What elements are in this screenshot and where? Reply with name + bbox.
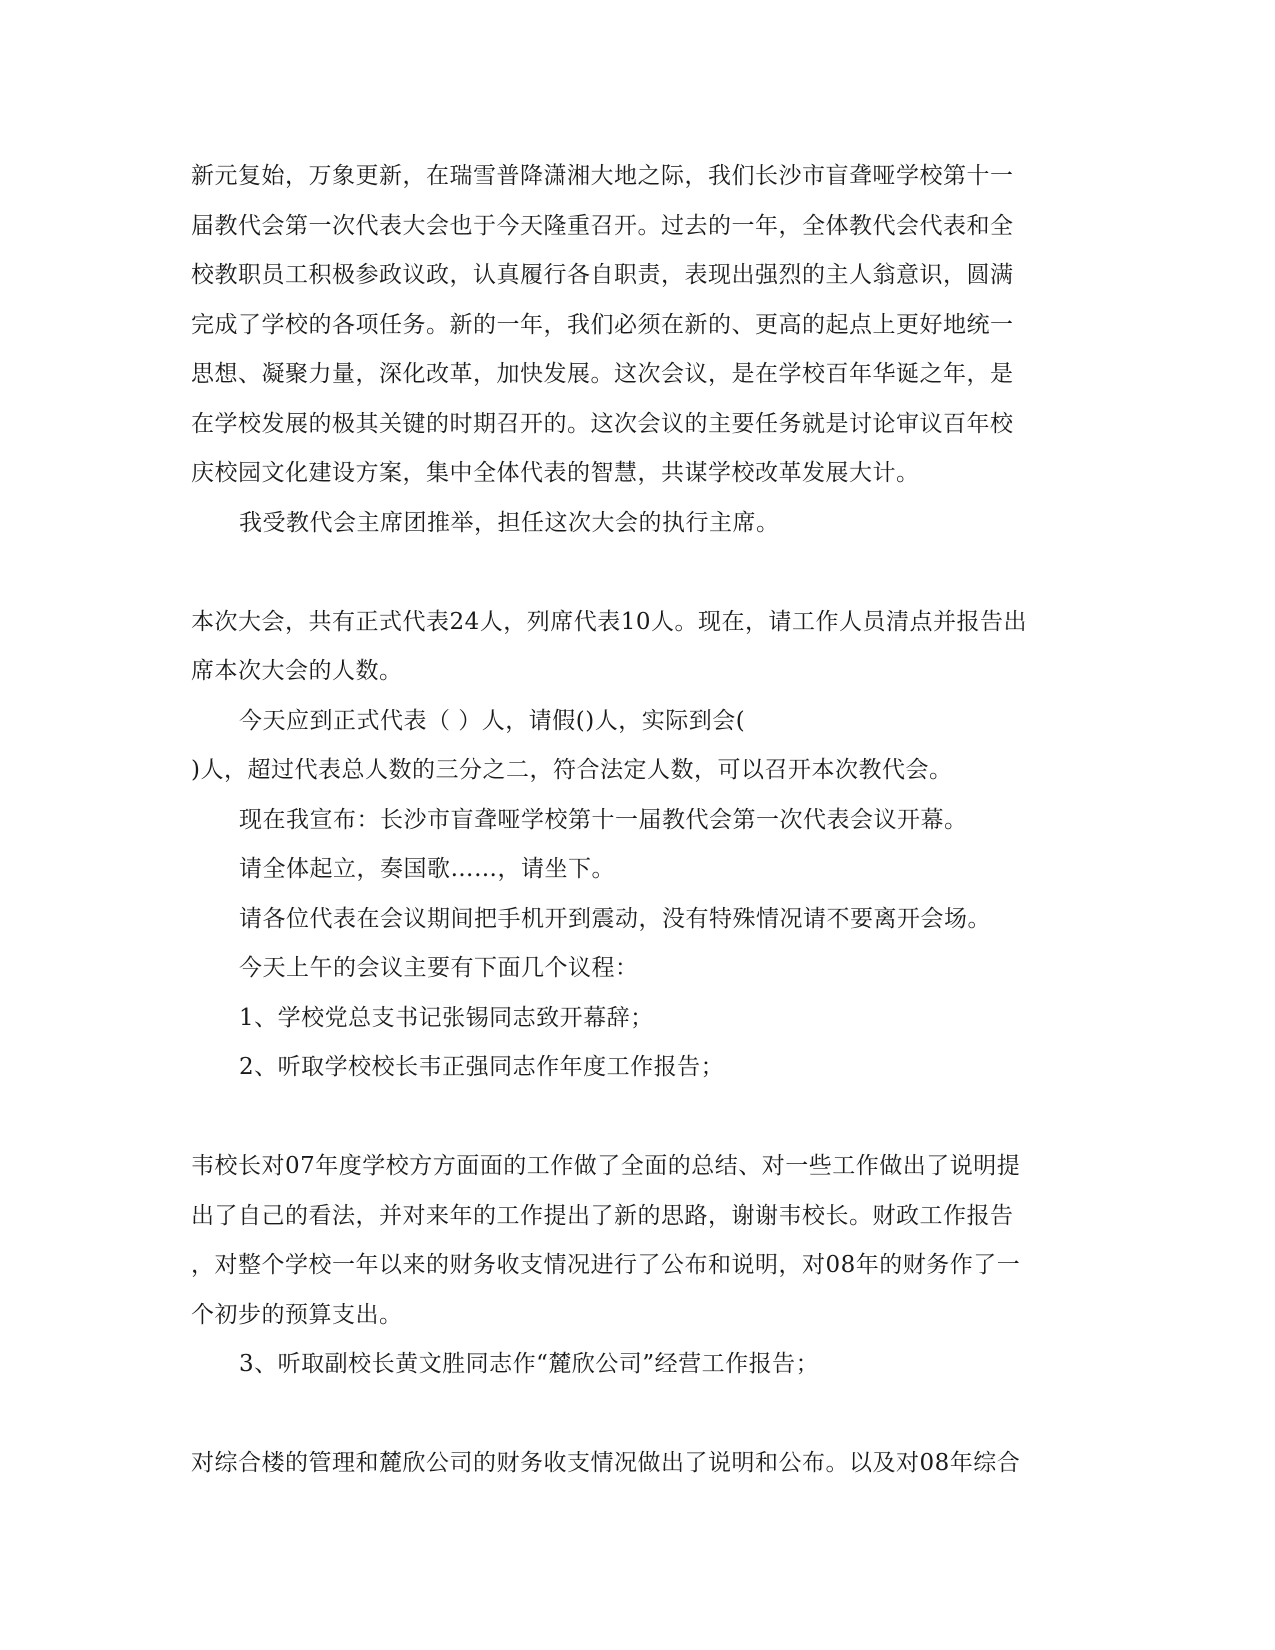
text-line: 我受教代会主席团推举，担任这次大会的执行主席。 — [239, 509, 780, 536]
text-line: 对综合楼的管理和麓欣公司的财务收支情况做出了说明和公布。以及对08年综合 — [191, 1450, 1021, 1476]
text-line: 席本次大会的人数。 — [191, 658, 403, 684]
text-line: 庆校园文化建设方案，集中全体代表的智慧，共谋学校改革发展大计。 — [191, 460, 920, 486]
paragraph-gap — [191, 1390, 1076, 1440]
text-line: 思想、凝聚力量，深化改革，加快发展。这次会议，是在学校百年华诞之年，是 — [191, 361, 1014, 387]
text-line: 届教代会第一次代表大会也于今天隆重召开。过去的一年，全体教代会代表和全 — [191, 212, 1014, 239]
text-line: ，对整个学校一年以来的财务收支情况进行了公布和说明，对08年的财务作了一 — [191, 1252, 1021, 1278]
text-line: 出了自己的看法，并对来年的工作提出了新的思路，谢谢韦校长。财政工作报告 — [191, 1202, 1014, 1229]
text-line: 现在我宣布：长沙市盲聋哑学校第十一届教代会第一次代表会议开幕。 — [239, 806, 968, 833]
text-line: 本次大会，共有正式代表24人，列席代表10人。现在，请工作人员清点并报告出 — [191, 608, 1028, 635]
document-body — [191, 152, 1076, 1489]
text-line: 校教职员工积极参政议政，认真履行各自职责，表现出强烈的主人翁意识，圆满 — [191, 262, 1014, 288]
paragraph-gap — [191, 548, 1076, 598]
text-line: 请全体起立，奏国歌……，请坐下。 — [239, 856, 615, 882]
agenda-item: 2、听取学校校长韦正强同志作年度工作报告； — [239, 1054, 725, 1080]
text-line: 韦校长对07年度学校方方面面的工作做了全面的总结、对一些工作做出了说明提 — [191, 1153, 1021, 1179]
text-line: 新元复始，万象更新，在瑞雪普降潇湘大地之际，我们长沙市盲聋哑学校第十一 — [191, 163, 1014, 189]
text-line: 今天应到正式代表（ ）人，请假()人，实际到会( — [239, 707, 746, 734]
text-line: 个初步的预算支出。 — [191, 1301, 403, 1328]
paragraph-gap — [191, 1093, 1076, 1143]
text-line: )人，超过代表总人数的三分之二，符合法定人数，可以召开本次教代会。 — [191, 757, 953, 783]
agenda-item: 1、学校党总支书记张锡同志致开幕辞； — [239, 1004, 654, 1031]
text-line: 今天上午的会议主要有下面几个议程： — [239, 955, 639, 981]
text-line: 请各位代表在会议期间把手机开到震动，没有特殊情况请不要离开会场。 — [239, 905, 991, 932]
agenda-item: 3、听取副校长黄文胜同志作“麓欣公司”经营工作报告； — [239, 1351, 820, 1377]
text-line: 完成了学校的各项任务。新的一年，我们必须在新的、更高的起点上更好地统一 — [191, 311, 1014, 338]
text-line: 在学校发展的极其关键的时期召开的。这次会议的主要任务就是讨论审议百年校 — [191, 410, 1014, 437]
